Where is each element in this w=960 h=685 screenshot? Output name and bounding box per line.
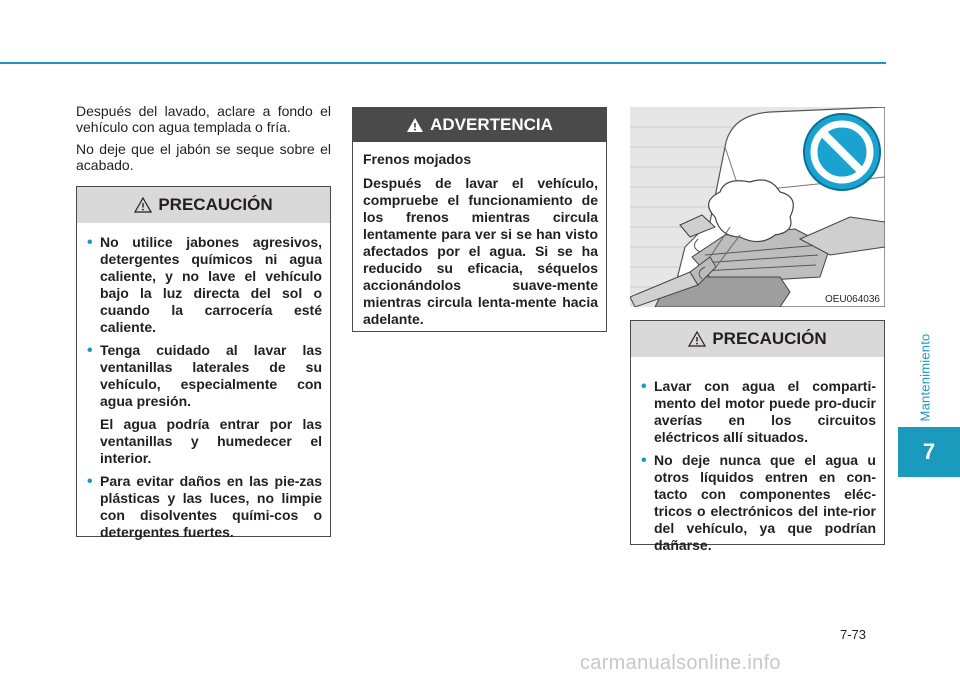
caution-header-right xyxy=(631,321,884,357)
warning-box xyxy=(352,107,607,332)
warning-triangle-outline-icon xyxy=(134,197,152,213)
warning-triangle-outline-icon xyxy=(688,331,706,347)
list-item xyxy=(87,342,322,410)
top-rule xyxy=(0,62,886,64)
warning-subtitle: Frenos mojados xyxy=(363,151,472,167)
list-item: • No utilice jabones agresivos, detergentes químicos ni agua caliente, y no lave el vehículo bajo la luz directa del sol o cuando la carrocería esté caliente. xyxy=(87,234,322,336)
watermark: carmanualsonline.info xyxy=(580,652,781,674)
warning-triangle-filled-icon xyxy=(406,117,424,133)
caution-title-left: PRECAUCIÓN xyxy=(158,195,273,214)
caution-box-right xyxy=(630,320,885,553)
intro-text xyxy=(76,103,331,179)
list-item: • Lavar con agua el comparti-mento del motor puede pro-ducir averías en los circuitos eléctricos allí situados. xyxy=(641,378,876,446)
list-item: • No deje nunca que el agua u otros líquidos entren en con-tacto con componentes eléc-tricos o electrónicos del inte-rior del vehículo, ya que podrían dañarse. xyxy=(641,452,876,554)
caution-body-left xyxy=(77,223,330,557)
warning-text: Después de lavar el vehículo, compruebe el funcionamiento de los frenos mientras circula lentamente para ver si se han visto afectados por el agua. Si se ha reducido su eficacia, séquelos accionándolos suave-mente mientras circula lenta-mente hacia adelante. xyxy=(363,175,598,327)
chapter-side-label xyxy=(915,322,935,432)
page-number: 7-73 xyxy=(840,627,867,642)
warning-title: ADVERTENCIA xyxy=(430,115,553,134)
warning-body xyxy=(353,142,606,344)
caution-header-left xyxy=(77,187,330,223)
intro-paragraph-2: No deje que el jabón se seque sobre el acabado. xyxy=(76,141,331,173)
list-item-text: Tenga cuidado al lavar las ventanillas laterales de su vehículo, especialmente con agua presión. xyxy=(100,342,322,409)
chapter-label-text: Mantenimiento xyxy=(917,333,933,421)
figure-code: OEU064036 xyxy=(822,294,883,305)
caution-title-right: PRECAUCIÓN xyxy=(712,329,827,348)
caution-sub-paragraph: El agua podría entrar por las ventanillas y humedecer el interior. xyxy=(100,416,322,466)
intro-paragraph-1: Después del lavado, aclare a fondo el vehículo con agua templada o fría. xyxy=(76,103,331,135)
washing-illustration xyxy=(630,107,885,307)
caution-box-left xyxy=(76,186,331,540)
caution-body-right xyxy=(631,357,884,570)
list-item: • Para evitar daños en las pie-zas plásticas y las luces, no limpie con disolventes quími-cos o detergentes fuertes. xyxy=(87,473,322,541)
no-spray-prohibition-icon xyxy=(804,114,880,190)
car-front-illustration xyxy=(630,107,885,307)
warning-header xyxy=(353,108,606,142)
chapter-tab: 7 xyxy=(898,427,960,477)
